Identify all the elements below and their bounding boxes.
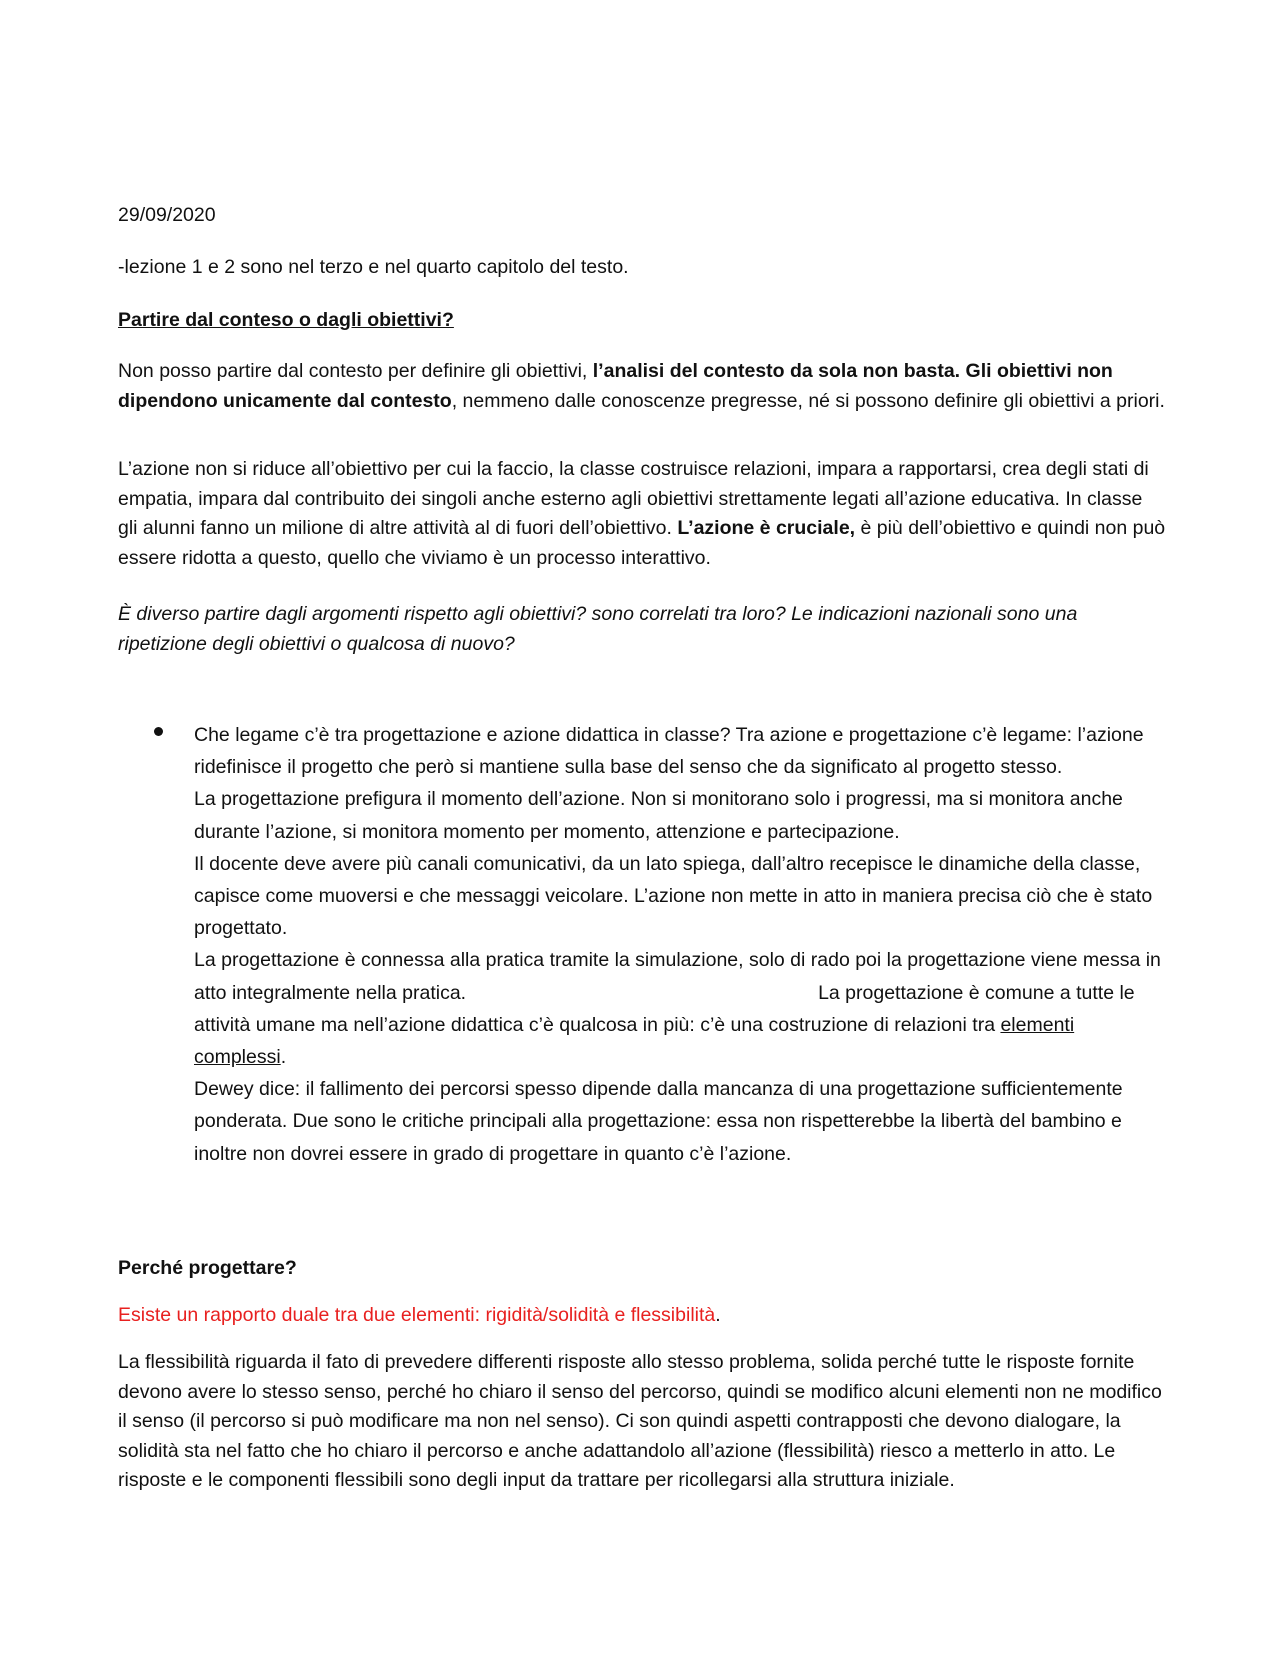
bullet-line-2: La progettazione prefigura il momento dell’azione. Non si monitorano solo i progressi, ma si monitora anche durante l’azione, si monitora momento per momento, attenzione e partecipazione. (194, 788, 1123, 843)
red-statement-text: Esiste un rapporto duale tra due elementi: rigidità/solidità e flessibilità (118, 1304, 716, 1326)
paragraph-action (118, 455, 1166, 573)
bullet-icon (154, 727, 163, 736)
paragraph-action-part1: L’azione non si riduce all’obiettivo per cui la faccio, la classe costruisce relazioni, impara a rapportarsi, crea degli stati di empatia, impara dal contribuito dei singoli anche esterno agli obiettivi strettamente legati all’azione educativa. In classe gli alunni fanno un milione di altre attività al di fuori dell’obiettivo. (118, 458, 1149, 539)
paragraph-context (118, 357, 1166, 416)
paragraph-context-part1: Non posso partire dal contesto per definire gli obiettivi, (118, 360, 593, 382)
complex-elements-text: elementi complessi (194, 1013, 1075, 1069)
date: 29/09/2020 (118, 204, 216, 226)
bullet-item (194, 719, 1166, 1170)
intro-line: -lezione 1 e 2 sono nel terzo e nel quarto capitolo del testo. (118, 256, 629, 278)
red-statement (118, 1301, 1166, 1331)
question-paragraph: È diverso partire dagli argomenti rispetto agli obiettivi? sono correlati tra loro? Le indicazioni nazionali sono una ripetizione degli obiettivi o qualcosa di nuovo? (118, 603, 1078, 655)
paragraph-context-part2: , nemmeno dalle conoscenze pregresse, né si possono definire gli obiettivi a priori. (451, 389, 1165, 412)
bullet-line-4a: La progettazione è connessa alla pratica tramite la simulazione, solo di rado poi la progettazione viene messa in atto integralmente nella pratica. (194, 949, 1161, 1004)
bullet-line-1: Che legame c’è tra progettazione e azione didattica in classe? Tra azione e progettazione c’è legame: l’azione ridefinisce il progetto che però si mantiene sulla base del senso che da significato al progetto stesso. (194, 724, 1144, 779)
bullet-line-5: Dewey dice: il fallimento dei percorsi spesso dipende dalla mancanza di una progettazione sufficientemente ponderata. Due sono le critiche principali alla progettazione: essa non rispetterebbe la libertà del bambino e inoltre non dovrei essere in grado di progettare in quanto c’è l’azione. (194, 1078, 1123, 1165)
paragraph-context-bold: l’analisi del contesto da sola non basta. Gli obiettivi non dipendono unicamente dal contesto (118, 360, 1113, 412)
paragraph-flexibility: La flessibilità riguarda il fato di prevedere differenti risposte allo stesso problema, solida perché tutte le risposte fornite devono avere lo stesso senso, perché ho chiaro il senso del percorso, quindi se modifico alcuni elementi non ne modifico il senso (il percorso si può modificare ma non nel senso). Ci son quindi aspetti contrapposti che devono dialogare, la solidità sta nel fatto che ho chiaro il percorso e anche adattandolo all’azione (flessibilità) riesco a metterlo in atto. Le risposte e le componenti flessibili sono degli input da trattare per ricollegarsi alla struttura iniziale. (118, 1351, 1162, 1491)
bullet-line-4b: La progettazione è comune a tutte le attività umane ma nell’azione didattica c’è qualcosa in più: c’è una costruzione di relazioni tra (194, 981, 1135, 1036)
red-statement-period: . (715, 1304, 721, 1326)
paragraph-action-bold: L’azione è cruciale, (677, 517, 856, 539)
paragraph-action-part2: è più dell’obiettivo e quindi non può essere ridotta a questo, quello che viviamo è un processo interattivo. (118, 517, 1166, 569)
bullet-line-4d: . (280, 1046, 287, 1069)
bullet-line-3: Il docente deve avere più canali comunicativi, da un lato spiega, dall’altro recepisce le dinamiche della classe, capisce come muoversi e che messaggi veicolare. L’azione non mette in atto in maniera precisa ciò che è stato progettato. (194, 852, 1153, 940)
section1-heading: Partire dal conteso o dagli obiettivi? (118, 309, 454, 331)
bullet-line-4 (194, 944, 1166, 1073)
section2-heading: Perché progettare? (118, 1257, 297, 1279)
